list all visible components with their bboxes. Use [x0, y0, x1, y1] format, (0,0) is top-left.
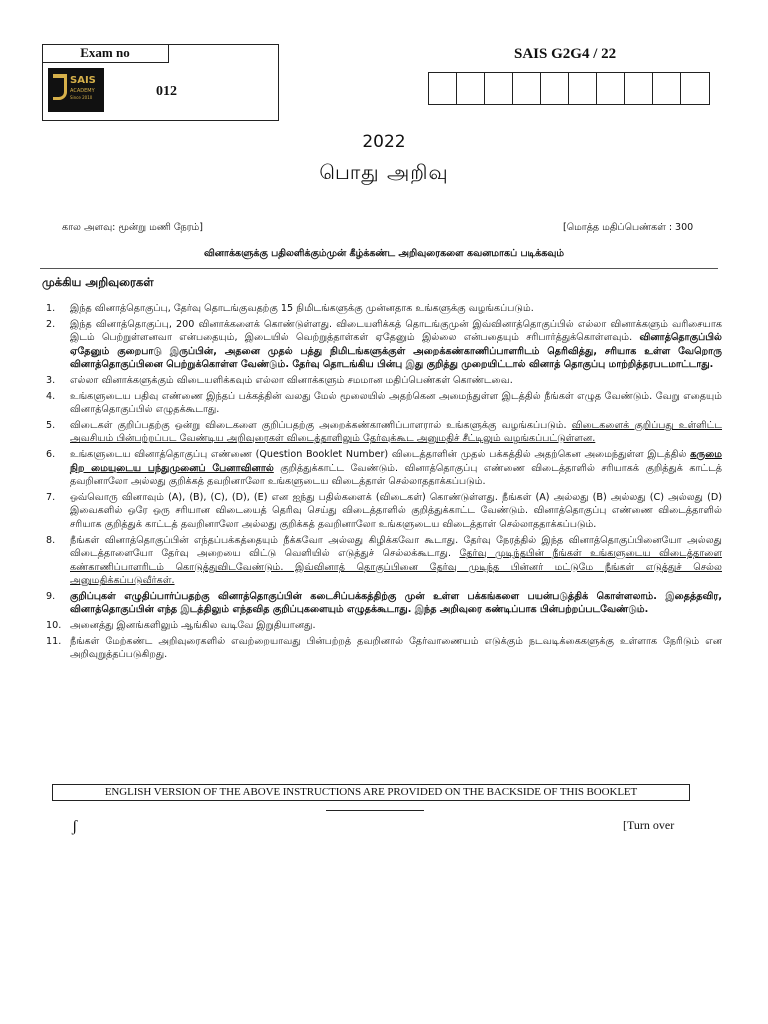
logo-name: SAIS [70, 75, 96, 86]
instructions-heading: முக்கிய அறிவுரைகள் [42, 275, 154, 289]
instruction-item [42, 619, 722, 633]
turn-over-text: [Turn over [623, 818, 675, 832]
register-number-cell[interactable] [625, 73, 653, 104]
register-number-cell[interactable] [541, 73, 569, 104]
instructions-list [42, 302, 722, 664]
instruction-text: குறிப்புகள் எழுதிப்பார்ப்பதற்கு வினாத்தொகுப்பின் கடைசிப்பக்கத்திற்கு முன் உள்ள பக்கங்களை பயன்படுத்திக் கொள்ளலாம். இதைத்தவிர, வினாத்தொகுப்பின் எந்த இடத்திலும் எந்தவித குறிப்புகளையும் எழுதக்கூடாது. இந்த அறிவுரை கண்டிப்பாக பின்பற்றப்படவேண்டும். [70, 590, 722, 616]
instruction-number: 8. [46, 534, 56, 546]
divider [40, 268, 718, 269]
instruction-item [42, 318, 722, 372]
english-version-note: ENGLISH VERSION OF THE ABOVE INSTRUCTIONS ARE PROVIDED ON THE BACKSIDE OF THIS BOOKLET [52, 784, 690, 801]
instruction-item [42, 419, 722, 446]
sais-academy-logo [48, 68, 104, 112]
instruction-text: எல்லா வினாக்களுக்கும் விடையளிக்கவும் எல்லா வினாக்களும் சமமான மதிப்பெண்கள் கொண்டவை. [70, 374, 513, 386]
instruction-item [42, 590, 722, 617]
handwritten-mark: ʃ [72, 818, 78, 835]
instruction-number: 3. [46, 374, 56, 386]
instruction-text: ஒவ்வொரு வினாவும் (A), (B), (C), (D), (E) என ஐந்து பதில்களைக் (விடைகள்) கொண்டுள்ளது. நீங்கள் (A) அல்லது (B) அல்லது (C) அல்லது (D) இவைகளில் ஒரே ஒரு சரியான விடையைத் தெரிவு செய்து விடைத்தாளில் குறித்துக்காட்ட வேண்டும். வினாத்தொகுப்பு எண்ணை விடைத்தாளில் சரியாக குறித்துக் காட்டத் தவறினாலோ அல்லது குறிக்கத் தவறினாலோ உங்களுடைய விடைத்தாள் செல்லாததாக்கப்படும். [70, 491, 722, 530]
signature-line [326, 810, 424, 811]
instruction-item [42, 374, 722, 388]
instruction-text: விடைகளைக் குறிப்பது உள்ளிட்ட அவசியம் பின்பற்றப்பட வேண்டிய அறிவுரைகள் விடைத்தாளிலும் தேர்வுக்கூட அனுமதிச் சீட்டிலும் வழங்கப்பட்டுள்ளன. [70, 419, 723, 445]
instruction-item [42, 534, 722, 588]
instruction-text: இந்த வினாத்தொகுப்பு, தேர்வு தொடங்குவதற்கு 15 நிமிடங்களுக்கு முன்னதாக உங்களுக்கு வழங்கப்படும். [70, 303, 534, 314]
instruction-text: நீங்கள் மேற்கண்ட அறிவுரைகளில் எவற்றையாவது பின்பற்றத் தவறினால் தேர்வாணையம் எடுக்கும் நடவடிக்கைகளுக்கு உள்ளாக நேரிடும் என அறிவுறுத்தப்படுகிறது. [70, 635, 722, 661]
register-number-cell[interactable] [681, 73, 709, 104]
register-number-cell[interactable] [429, 73, 457, 104]
instruction-text: நீங்கள் வினாத்தொகுப்பின் எந்தப்பக்கத்தையும் நீக்கவோ அல்லது கிழிக்கவோ கூடாது. தேர்வு நேரத்தில் இந்த வினாத்தொகுப்பினையோ அல்லது விடைத்தாளையோ தேர்வு அறையை விட்டு வெளியில் எடுத்துச் செல்லக்கூடாது. [70, 534, 722, 560]
instruction-number: 2. [46, 318, 56, 330]
register-number-cell[interactable] [569, 73, 597, 104]
instruction-text: குறித்துக்காட்ட வேண்டும். வினாத்தொகுப்பு எண்ணை விடைத்தாளில் சரியாகக் குறித்துக் காட்டத் தவறினாலோ அல்லது குறிக்கத் தவறினாலோ உங்களுடைய விடைத்தாள் செல்லாததாக்கப்படும். [70, 462, 722, 488]
duration-text: கால அளவு: மூன்று மணி நேரம்] [62, 222, 203, 233]
instruction-text: உங்களுடைய வினாத்தொகுப்பு எண்ணை (Question Booklet Number) விடைத்தாளின் முதல் பக்கத்தில் அதற்கென அமைந்துள்ள இடத்தில் [70, 448, 691, 460]
instruction-number: 9. [46, 590, 56, 602]
booklet-code: SAIS G2G4 / 22 [514, 46, 617, 62]
register-number-cell[interactable] [457, 73, 485, 104]
instruction-item [42, 390, 722, 417]
instruction-text: அனைத்து இனங்களிலும் ஆங்கில வடிவே இறுதியானது. [70, 620, 316, 632]
instruction-text: உங்களுடைய பதிவு எண்ணை இந்தப் பக்கத்தின் வலது மேல் மூலையில் அதற்கென அமைந்துள்ள இடத்தில் நீங்கள் எழுத வேண்டும். வேறு எதையும் வினாத்தொகுப்பில் எழுதக்கூடாது. [70, 390, 722, 416]
instruction-number: 1. [46, 303, 56, 314]
instruction-number: 10. [46, 620, 62, 632]
page-title: பொது அறிவு [319, 160, 449, 184]
instruction-item [42, 448, 722, 489]
instruction-text: இந்த வினாத்தொகுப்பு, 200 வினாக்களைக் கொண்டுள்ளது. விடையளிக்கத் தொடங்குமுன் இவ்வினாத்தொகுப்பில் எல்லா வினாக்களும் வரிசையாக இடம் பெற்றுள்ளனவா என்பதையும், இடையில் வெற்றுத்தாள்கள் ஏதேனும் இல்லை என்பதையும் சரிபார்த்துக்கொள்ளவும். [70, 318, 722, 344]
exam-no-label: Exam no [42, 44, 169, 63]
instruction-number: 11. [46, 635, 62, 647]
instruction-item [42, 491, 722, 532]
instruction-number: 7. [46, 491, 56, 503]
register-number-boxes[interactable] [428, 72, 710, 105]
instruction-number: 4. [46, 390, 56, 402]
instruction-text: விடைகள் குறிப்பதற்கு ஒன்று விடைகளை குறிப்பதற்கு அறைக்கண்காணிப்பாளரால் உங்களுக்கு வழங்கப்படும். [70, 419, 572, 431]
logo-mark-icon [53, 74, 67, 100]
register-number-cell[interactable] [653, 73, 681, 104]
instruction-number: 5. [46, 419, 56, 431]
instruction-item [42, 302, 722, 316]
total-marks-text: [மொத்த மதிப்பெண்கள் : 300 [563, 222, 694, 233]
logo-sub: ACADEMY [70, 88, 95, 94]
register-number-cell[interactable] [485, 73, 513, 104]
instruction-text: தேர்வு முடிந்தபின் நீங்கள் உங்களுடைய விடைத்தாளை கண்காணிப்பாளரிடம் கொடுத்துவிடவேண்டும். இவ்வினாத் தொகுப்பினை தேர்வு முடிந்த பின்னர் மட்டுமே நீங்கள் எடுத்துச் செல்ல அனுமதிக்கப்படுவீர்கள். [70, 548, 722, 587]
register-number-cell[interactable] [513, 73, 541, 104]
exam-number: 012 [156, 84, 177, 99]
logo-since: Since 2010 [70, 95, 93, 100]
year: 2022 [362, 132, 406, 152]
register-number-cell[interactable] [597, 73, 625, 104]
read-instructions-notice: வினாக்களுக்கு பதிலளிக்கும்முன் கீழ்க்கண்ட அறிவுரைகளை கவனமாகப் படிக்கவும் [203, 248, 565, 259]
instruction-item [42, 635, 722, 662]
instruction-text: கருமை நிற மையுடைய பந்துமுனைப் பேனாவினால் [70, 448, 722, 474]
instruction-number: 6. [46, 448, 56, 460]
instruction-text: வினாத்தொகுப்பில் ஏதேனும் குறைபாடு இருப்பின், அதனை முதல் பத்து நிமிடங்களுக்குள் அறைக்கண்காணிப்பாளரிடம் தெரிவித்து, சரியாக உள்ள வேறொரு வினாத்தொகுப்பினை பெற்றுக்கொள்ள வேண்டும். தேர்வு தொடங்கிய பின்பு இது குறித்து முறையிட்டால் வினாத் தொகுப்பு மாற்றித்தரபடமாட்டாது. [70, 332, 722, 371]
